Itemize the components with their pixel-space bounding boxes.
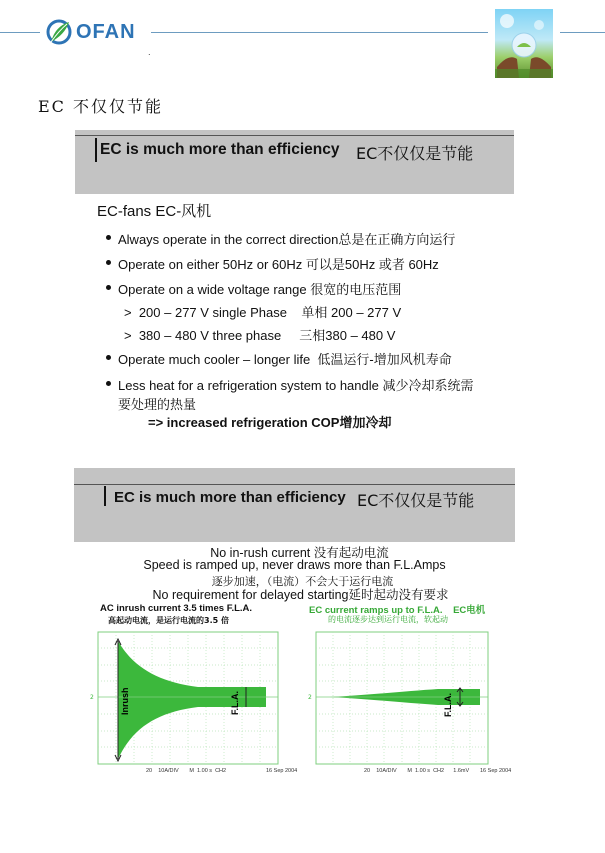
bullet-dot bbox=[106, 235, 111, 240]
slide-header-band-2 bbox=[74, 468, 515, 542]
band-left-bar bbox=[104, 486, 106, 506]
ac-inrush-oscilloscope bbox=[88, 627, 300, 775]
inrush-label: Inrush bbox=[120, 687, 130, 715]
bullet-correct-direction: Always operate in the correct direction总是在正确方向运行 bbox=[118, 232, 456, 247]
panel-line-no-inrush: No in-rush current 没有起动电流 bbox=[210, 546, 389, 560]
left-scope-date: 16 Sep 2004 bbox=[266, 768, 298, 774]
band-title-english: EC is much more than efficiency bbox=[114, 489, 346, 506]
slide-header-band-1 bbox=[75, 130, 514, 194]
company-logo bbox=[44, 16, 136, 48]
bullet-dot bbox=[106, 355, 111, 360]
left-scope-status: 20 10A/DIV M 1.00 s CH2 bbox=[146, 768, 227, 774]
ac-inrush-caption-chinese: 高起动电流，是运行电流的3.5 倍 bbox=[108, 616, 229, 625]
ec-ramp-oscilloscope bbox=[308, 627, 520, 775]
header-line-right bbox=[560, 32, 605, 33]
globe-in-hands-image bbox=[495, 9, 553, 78]
fla-label-right: F.L.A. bbox=[443, 693, 453, 717]
bullet-50-60hz: Operate on either 50Hz or 60Hz 可以是50Hz 或者 60Hz bbox=[118, 257, 439, 272]
bullet-less-heat: Less heat for a refrigeration system to handle 减少冷却系统需 bbox=[118, 378, 474, 393]
logo-text: OFAN bbox=[76, 20, 136, 43]
bullet-less-heat-continued: 要处理的热量 bbox=[118, 398, 197, 413]
ec-ramp-caption-chinese: 的电流逐步达到运行电流，软起动 bbox=[328, 615, 448, 624]
right-scope-date: 16 Sep 2004 bbox=[480, 768, 512, 774]
band-left-bar bbox=[95, 138, 97, 162]
sub-item-three-phase: > 380 – 480 V three phase 三相380 – 480 V bbox=[124, 328, 396, 343]
refrigeration-cop-result: => increased refrigeration COP增加冷却 bbox=[148, 415, 392, 430]
band-title-chinese: EC不仅仅是节能 bbox=[357, 491, 475, 510]
fla-label-left: F.L.A. bbox=[230, 691, 240, 715]
ec-ramp-caption: EC current ramps up to F.L.A. EC电机 bbox=[309, 605, 486, 616]
leaf-logo-icon bbox=[44, 17, 74, 47]
band-top-rule bbox=[75, 135, 514, 136]
header-photo bbox=[495, 9, 553, 78]
section-heading: EC-fans EC-风机 bbox=[97, 203, 212, 220]
svg-text:2: 2 bbox=[90, 694, 94, 701]
ac-inrush-caption: AC inrush current 3.5 times F.L.A. bbox=[100, 603, 253, 614]
svg-text:2: 2 bbox=[308, 694, 312, 701]
header-line-middle bbox=[151, 32, 488, 33]
band-title-chinese: EC不仅仅是节能 bbox=[356, 144, 474, 163]
bullet-cooler-operation: Operate much cooler – longer life 低温运行-增加风机寿命 bbox=[118, 352, 452, 367]
right-scope-status: 20 10A/DIV M 1.00 s CH2 1.6mV bbox=[364, 768, 470, 774]
logo-dot: . bbox=[148, 48, 151, 57]
band-title-english: EC is much more than efficiency bbox=[100, 141, 340, 158]
panel-line-no-delay: No requirement for delayed starting延时起动没有要求 bbox=[152, 588, 449, 602]
bullet-dot bbox=[106, 381, 111, 386]
bullet-voltage-range: Operate on a wide voltage range 很宽的电压范围 bbox=[118, 282, 402, 297]
band-top-rule bbox=[74, 484, 515, 485]
header-line-left bbox=[0, 32, 40, 33]
panel-line-chinese-ramp: 逐步加速，（电流）不会大于运行电流 bbox=[211, 576, 394, 588]
bullet-dot bbox=[106, 285, 111, 290]
document-title: EC 不仅仅节能 bbox=[38, 97, 164, 116]
sub-item-single-phase: > 200 – 277 V single Phase 单相 200 – 277 V bbox=[124, 305, 402, 320]
bullet-dot bbox=[106, 260, 111, 265]
panel-line-speed-ramped: Speed is ramped up, never draws more than F.L.Amps bbox=[143, 558, 446, 572]
